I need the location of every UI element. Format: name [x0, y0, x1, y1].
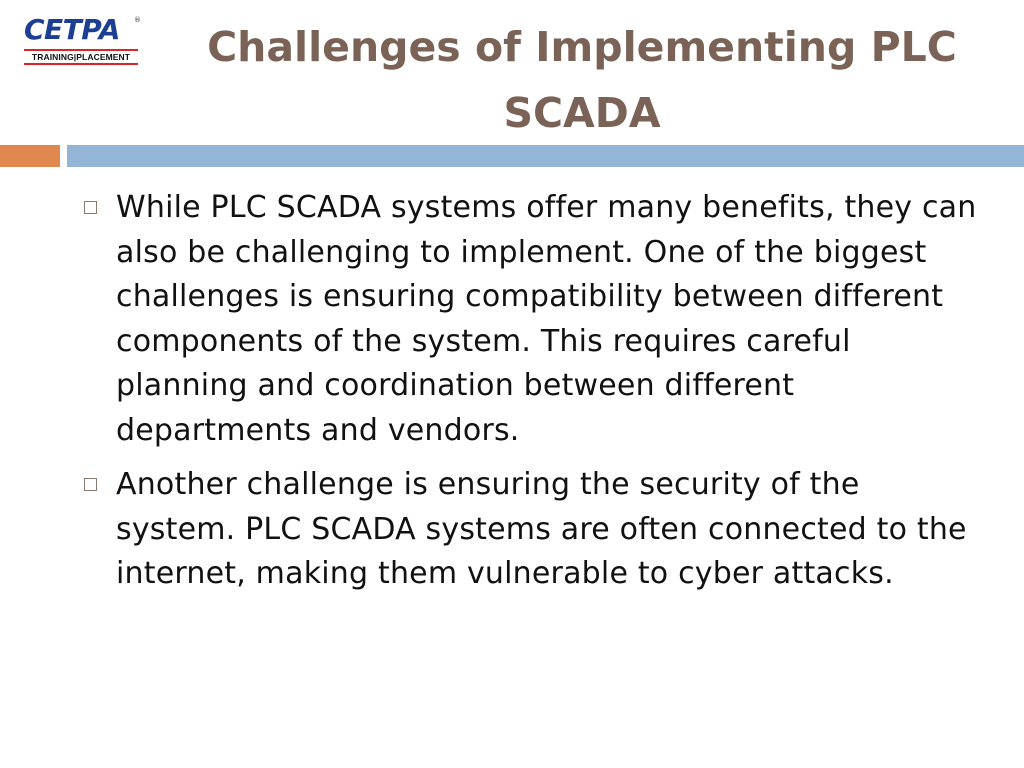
- divider-accent-blue: [67, 145, 1024, 167]
- bullet-text: While PLC SCADA systems offer many benefits, they can also be challenging to implement. One of the biggest challenges is ensuring compatibility between different components of the system. This requires careful planning and coordination between different departments and vendors.: [116, 190, 977, 448]
- logo-rule-top: [24, 49, 138, 51]
- logo-registered-mark: ®: [134, 16, 141, 24]
- slide-title: Challenges of Implementing PLC SCADA: [207, 23, 957, 137]
- divider-accent-orange: [0, 145, 60, 167]
- logo-tagline: TRAINING|PLACEMENT: [31, 52, 131, 62]
- square-bullet-icon: [84, 201, 97, 214]
- bullet-text: Another challenge is ensuring the security of the system. PLC SCADA systems are often connected to the internet, making them vulnerable to cyber attacks.: [116, 467, 967, 591]
- bullet-item: [80, 463, 980, 597]
- logo-wordmark: CETPA: [24, 13, 120, 46]
- cetpa-logo: [22, 12, 140, 66]
- logo-rule-bottom: [24, 63, 138, 65]
- square-bullet-icon: [84, 478, 97, 491]
- bullet-list: [80, 186, 980, 607]
- bullet-item: [80, 186, 980, 453]
